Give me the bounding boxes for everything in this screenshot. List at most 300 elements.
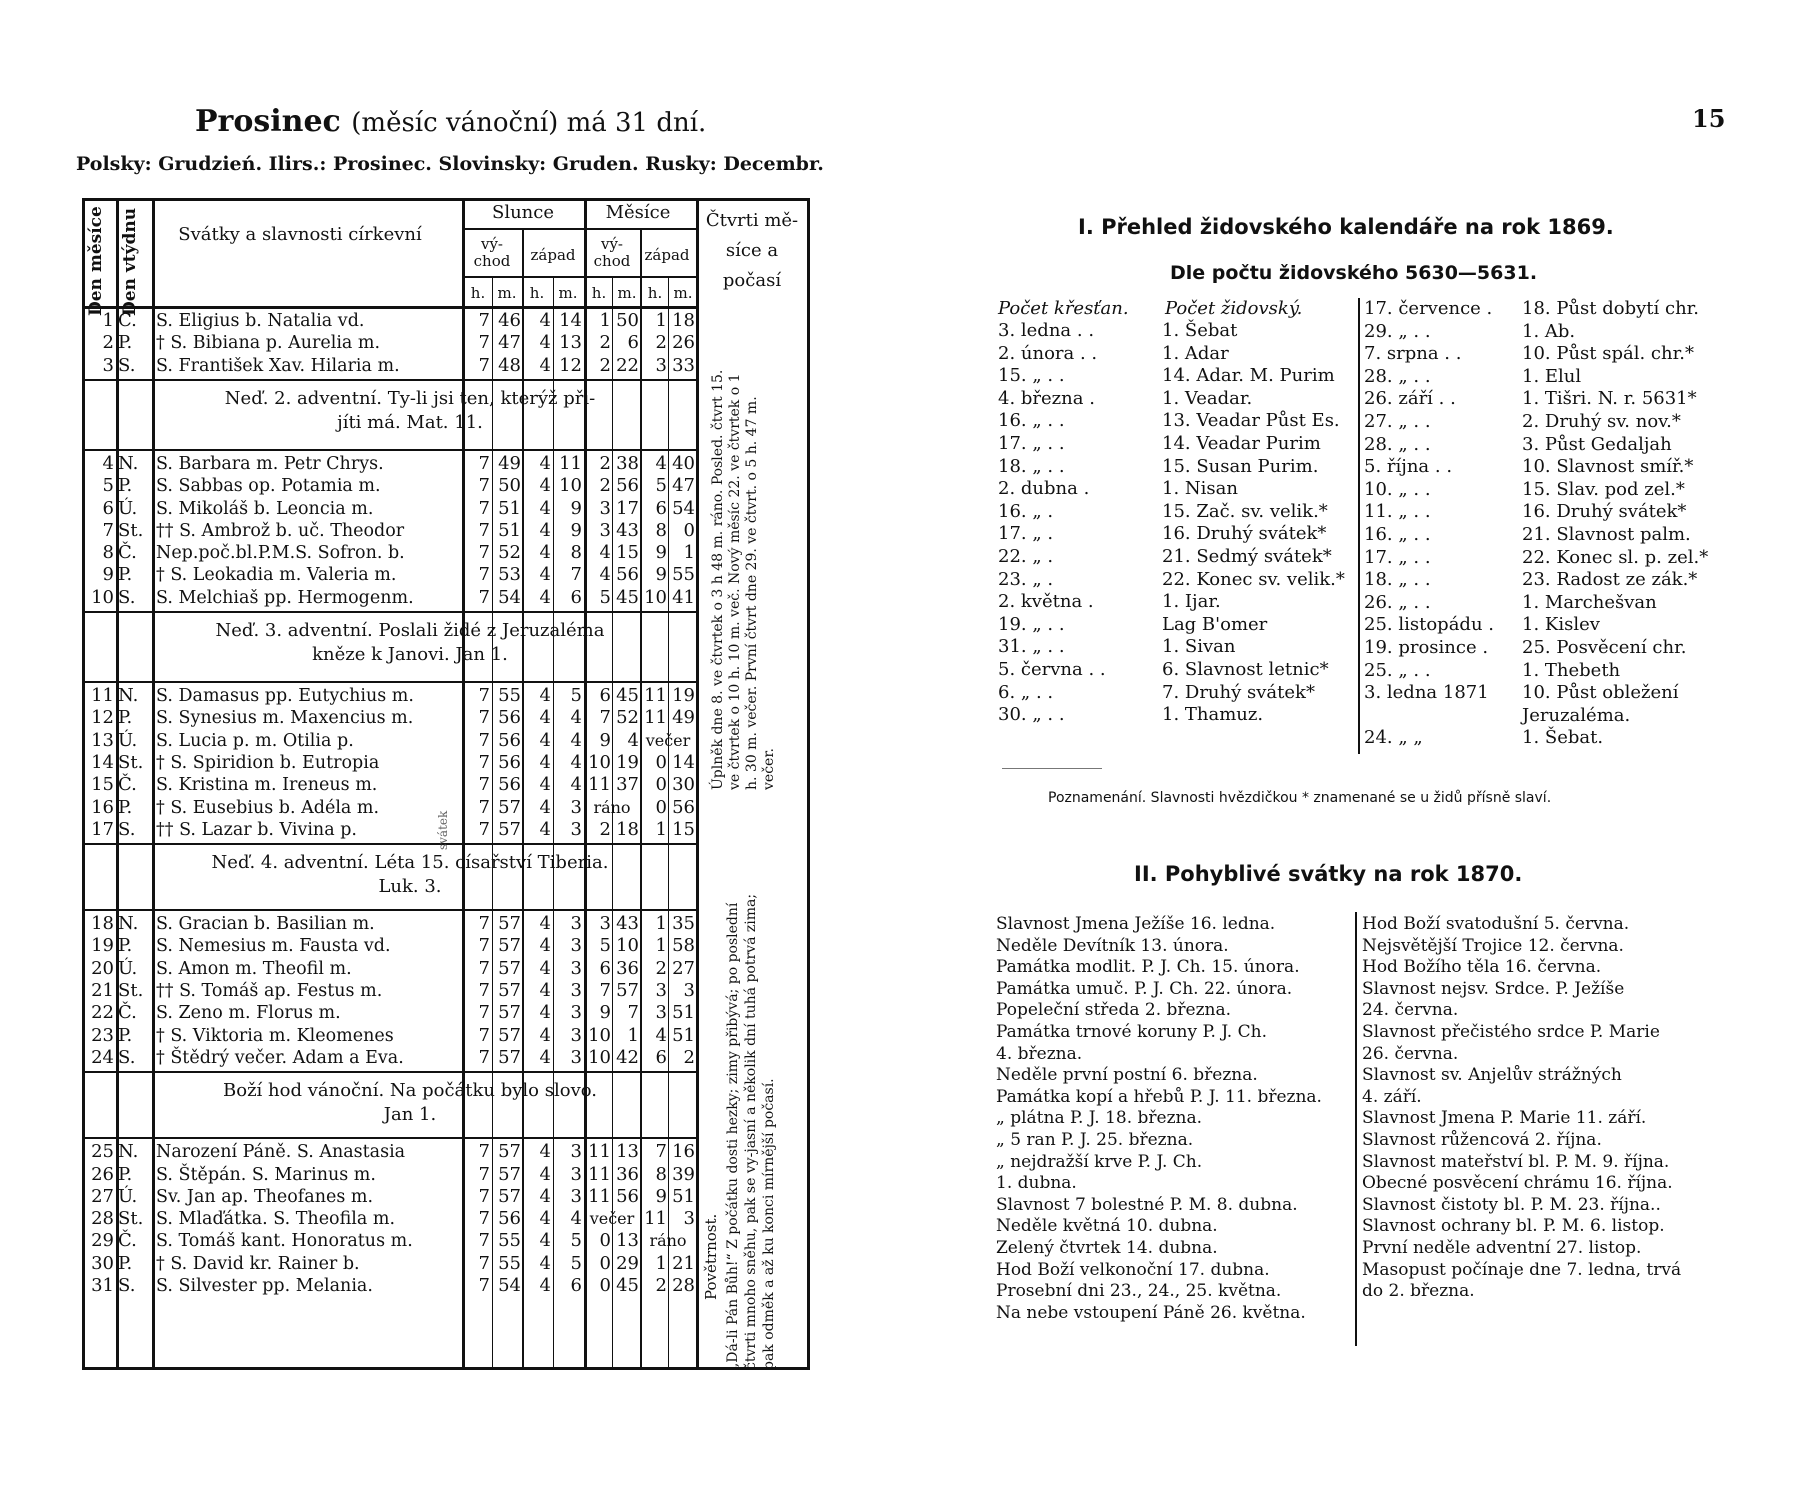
cell-mm: 7: [627, 1002, 639, 1024]
cell-s: †† S. Ambrož b. uč. Theodor: [156, 520, 405, 541]
cell-mh: 10: [588, 751, 611, 773]
jewish-date-christian: 26. září . .: [1364, 388, 1456, 410]
cell-sm: 57: [498, 1024, 521, 1046]
jewish-date-hebrew: 1. Thamuz.: [1162, 704, 1264, 726]
cell-sm: 57: [498, 1046, 521, 1068]
cell-nh: ráno: [649, 1231, 687, 1251]
cell-nh: 5: [655, 475, 667, 497]
cell-mh: 1: [599, 310, 611, 331]
cell-zm: 13: [559, 332, 582, 354]
side-mark-svatek: svátek: [436, 810, 450, 850]
jewish-date-christian: 22. „ .: [998, 546, 1054, 567]
movable-feast-line: Masopust počínaje dne 7. ledna, trvá: [1362, 1259, 1682, 1280]
cell-nm: 39: [672, 1163, 695, 1185]
cell-sh: 7: [478, 707, 490, 729]
cell-mm: 52: [616, 707, 639, 729]
movable-feast-line: Prosební dni 23., 24., 25. května.: [996, 1281, 1282, 1302]
cell-mh: 11: [588, 774, 611, 796]
jewish-date-christian: 3. ledna 1871: [1364, 682, 1489, 704]
cell-nm: 14: [672, 751, 695, 773]
weather-heading: Povětrnost.: [702, 1213, 720, 1300]
cell-nh: 1: [655, 1252, 667, 1274]
header-m-cell: m.: [497, 284, 517, 302]
cell-nh: 9: [655, 542, 667, 564]
cell-zh: 4: [539, 935, 551, 957]
cell-zm: 3: [570, 1163, 582, 1185]
cell-sm: 54: [498, 586, 521, 608]
cell-mh: 11: [588, 1141, 611, 1163]
cell-d: 20: [91, 957, 114, 979]
sunday-note-line: Neď. 4. adventní. Léta 15. císařství Tiberia.: [211, 852, 609, 874]
cell-zm: 3: [570, 980, 582, 1001]
header-h-cell: h.: [647, 284, 663, 302]
cell-nh: 2: [655, 1275, 667, 1296]
cell-s: S. Zeno m. Florus m.: [156, 1003, 341, 1024]
cell-sh: 7: [478, 1046, 490, 1068]
cell-zh: 4: [539, 707, 551, 729]
movable-feast-line: 26. června.: [1362, 1043, 1459, 1064]
cell-mh: večer: [589, 1209, 635, 1229]
cell-sh: 7: [478, 542, 490, 564]
cell-s: S. Nemesius m. Fausta vd.: [156, 936, 391, 957]
jewish-date-hebrew: Lag B'omer: [1162, 613, 1268, 635]
cell-nm: 41: [672, 586, 695, 608]
header-mesice-vychod: vý-chod: [593, 235, 631, 270]
jewish-date-hebrew: 1. Ijar.: [1162, 591, 1221, 613]
header-m-cell: m.: [617, 284, 637, 302]
month-translations: Polsky: Grudzień. Ilirs.: Prosinec. Slovinsky: Gruden. Rusky: Decembr.: [76, 153, 824, 175]
jewish-date-christian: 19. „ . .: [998, 613, 1065, 635]
cell-w: P.: [118, 332, 133, 354]
cell-sm: 49: [498, 452, 521, 474]
header-h-cell: h.: [529, 284, 545, 302]
cell-mm: 38: [616, 452, 639, 474]
jewish-date-hebrew: 3. Půst Gedaljah: [1522, 433, 1672, 455]
cell-s: S. Mikoláš b. Leoncia m.: [156, 498, 374, 519]
cell-w: P.: [118, 796, 133, 818]
cell-zh: 4: [539, 310, 551, 331]
cell-nh: 6: [655, 1046, 667, 1068]
jewish-date-christian: 18. „ . .: [998, 455, 1065, 477]
jewish-date-christian: 16. „ .: [998, 500, 1054, 522]
sunday-note-line: Boží hod vánoční. Na počátku bylo slovo.: [223, 1080, 597, 1102]
section1-title: I. Přehled židovského kalendáře na rok 1869.: [1078, 215, 1614, 239]
movable-feast-line: Neděle Devítník 13. února.: [996, 935, 1229, 956]
jewish-date-christian: 17. „ .: [998, 523, 1054, 545]
cell-sh: 7: [478, 519, 490, 541]
cell-zm: 5: [570, 1252, 582, 1274]
cell-s: Narození Páně. S. Anastasia: [156, 1142, 406, 1163]
movable-feast-line: Nejsvětější Trojice 12. června.: [1362, 935, 1624, 956]
cell-mh: 7: [599, 707, 611, 729]
cell-nm: 40: [672, 452, 695, 474]
cell-mh: 10: [588, 1046, 611, 1068]
sunday-note-line: kněze k Janovi. Jan 1.: [312, 644, 508, 665]
cell-s: † S. Viktoria m. Kleomenes: [156, 1025, 394, 1046]
cell-mm: 1: [627, 1024, 639, 1046]
cell-nm: 49: [672, 707, 695, 729]
cell-zh: 4: [539, 452, 551, 474]
cell-mm: 45: [616, 586, 639, 608]
jewish-date-hebrew: 14. Veadar Purim: [1162, 433, 1321, 454]
cell-nm: 55: [672, 564, 695, 586]
cell-nh: 3: [655, 980, 667, 1001]
jewish-date-hebrew: 2. Druhý sv. nov.*: [1522, 411, 1681, 432]
jewish-date-hebrew: 1. Kislev: [1522, 614, 1600, 636]
jewish-date-christian: 5. října . .: [1364, 456, 1453, 478]
moon-phases-text: Úplněk dne 8. ve čtvrtek o 3 h 48 m. ráno. Posled. čtvrt 15. ve čtvrtek o 10 h. 10 m. več. Nový měsíc 22. ve čtvrtek o 1 h. 30 m. večer. První čtvrt dne 29. ve čtvrt. o 5 h. 47 m. večer.: [710, 369, 777, 790]
cell-d: 31: [91, 1275, 114, 1296]
cell-w: P.: [118, 564, 133, 586]
cell-zh: 4: [539, 1252, 551, 1274]
movable-feast-line: První neděle adventní 27. listop.: [1362, 1238, 1642, 1258]
cell-nm: 19: [672, 685, 695, 706]
movable-feast-line: Slavnost Jmena Ježíše 16. ledna.: [996, 914, 1276, 934]
cell-mm: 56: [616, 1185, 639, 1207]
jewish-date-christian: 19. prosince .: [1364, 637, 1489, 658]
cell-sm: 56: [498, 729, 521, 751]
cell-zh: 4: [539, 475, 551, 497]
cell-zm: 3: [570, 818, 582, 840]
cell-zh: 4: [539, 1208, 551, 1230]
cell-nm: 58: [672, 935, 695, 957]
header-m-cell: m.: [673, 284, 693, 302]
jewish-date-christian: 17. července .: [1364, 298, 1493, 319]
cell-zm: 3: [570, 913, 582, 935]
header-den-vtydnu: Den vtýdnu: [120, 207, 140, 316]
jewish-date-christian: 2. dubna .: [998, 478, 1090, 500]
cell-d: 1: [102, 310, 114, 331]
cell-sh: 7: [478, 796, 490, 818]
sunday-note: [140, 851, 680, 899]
jewish-date-hebrew: 1. Nisan: [1162, 478, 1238, 500]
cell-zm: 4: [570, 707, 582, 729]
movable-feast-line: Na nebe vstoupení Páně 26. května.: [996, 1302, 1306, 1323]
cell-sm: 57: [498, 913, 521, 935]
cell-mm: 36: [616, 1163, 639, 1185]
cell-zh: 4: [539, 1185, 551, 1207]
jewish-date-hebrew: 1. Sivan: [1162, 636, 1236, 658]
col-head-christian: Počet křesťan.: [998, 298, 1129, 319]
cell-zm: 3: [570, 1185, 582, 1207]
cell-zh: 4: [539, 818, 551, 840]
cell-sm: 57: [498, 1163, 521, 1185]
cell-nm: 51: [672, 1024, 695, 1046]
jewish-date-christian: 16. „ . .: [1364, 524, 1431, 545]
cell-sh: 7: [478, 913, 490, 935]
movable-feast-line: „ plátna P. J. 18. března.: [996, 1108, 1203, 1129]
cell-d: 11: [91, 685, 114, 706]
cell-zm: 12: [559, 354, 582, 376]
cell-sh: 7: [478, 332, 490, 354]
cell-zm: 3: [570, 957, 582, 979]
cell-d: 18: [91, 913, 114, 935]
jewish-date-hebrew: 7. Druhý svátek*: [1162, 681, 1315, 703]
cell-mh: 0: [599, 1275, 611, 1296]
cell-sm: 48: [498, 354, 521, 376]
cell-nh: 0: [655, 774, 667, 796]
header-slunce-vychod: vý-chod: [473, 235, 511, 270]
cell-sm: 51: [498, 519, 521, 541]
jewish-date-hebrew: Jeruzaléma.: [1522, 704, 1631, 726]
cell-w: N.: [118, 452, 139, 474]
cell-mm: 15: [616, 542, 639, 564]
cell-sh: 7: [478, 1275, 490, 1296]
cell-zh: 4: [539, 913, 551, 935]
cell-w: P.: [118, 1024, 133, 1046]
cell-sh: 7: [478, 452, 490, 474]
jewish-date-christian: 5. června . .: [998, 659, 1106, 680]
month-description: (měsíc vánoční) má 31 dní.: [351, 108, 707, 138]
cell-mm: 45: [616, 685, 639, 706]
cell-mm: 56: [616, 564, 639, 586]
cell-zh: 4: [539, 751, 551, 773]
cell-nh: 1: [655, 310, 667, 331]
cell-d: 5: [102, 475, 114, 497]
jewish-date-christian: 31. „ . .: [998, 636, 1065, 658]
cell-d: 22: [91, 1002, 114, 1024]
cell-sh: 7: [478, 1230, 490, 1252]
cell-mm: 56: [616, 475, 639, 497]
cell-sm: 54: [498, 1275, 521, 1296]
cell-nm: 3: [683, 1208, 695, 1230]
grid-line: [152, 198, 155, 1368]
cell-sm: 50: [498, 475, 521, 497]
cell-sm: 52: [498, 542, 521, 564]
cell-nm: 35: [672, 913, 695, 935]
cell-w: P.: [118, 707, 133, 729]
jewish-date-christian: 29. „ . .: [1364, 320, 1431, 342]
header-mesice-zapad: západ: [644, 246, 690, 264]
cell-sh: 7: [478, 475, 490, 497]
cell-w: P.: [118, 1163, 133, 1185]
cell-mm: 22: [616, 354, 639, 376]
jewish-date-hebrew: 21. Sedmý svátek*: [1162, 546, 1332, 567]
month-name: Prosinec: [195, 104, 341, 139]
cell-s: † S. Bibiana p. Aurelia m.: [156, 333, 381, 354]
cell-mh: 9: [599, 1002, 611, 1024]
jewish-date-christian: 17. „ . .: [998, 433, 1065, 454]
cell-s: †† S. Lazar b. Vivina p.: [156, 819, 357, 840]
jewish-date-christian: 18. „ . .: [1364, 569, 1431, 591]
movable-feast-line: Hod Boží svatodušní 5. června.: [1362, 914, 1630, 934]
cell-zm: 5: [570, 685, 582, 706]
cell-nm: 1: [683, 542, 695, 564]
cell-zm: 10: [559, 475, 582, 497]
grid-line: [82, 909, 696, 911]
header-ctvrti: Čtvrti mě-síce a počasí: [705, 210, 799, 291]
cell-sh: 7: [478, 980, 490, 1001]
jewish-date-hebrew: 21. Slavnost palm.: [1522, 524, 1691, 545]
jewish-date-christian: 28. „ . .: [1364, 365, 1431, 387]
movable-feast-line: Obecné posvěcení chrámu 16. října.: [1362, 1173, 1673, 1194]
cell-zm: 14: [559, 310, 582, 331]
cell-mm: 6: [627, 332, 639, 354]
jewish-date-christian: 28. „ . .: [1364, 433, 1431, 455]
movable-feast-line: Památka kopí a hřebů P. J. 11. března.: [996, 1086, 1322, 1107]
sunday-note-line: Neď. 3. adventní. Poslali židé z Jeruzaléma: [215, 620, 605, 641]
cell-s: Sv. Jan ap. Theofanes m.: [156, 1186, 374, 1207]
cell-mh: 2: [599, 332, 611, 354]
cell-sm: 55: [498, 685, 521, 706]
cell-d: 21: [91, 980, 114, 1001]
cell-w: P.: [118, 935, 133, 957]
jewish-date-hebrew: 1. Veadar.: [1162, 387, 1253, 409]
jewish-date-christian: 11. „ . .: [1364, 501, 1431, 523]
cell-sm: 57: [498, 957, 521, 979]
cell-sh: 7: [478, 1163, 490, 1185]
cell-s: S. Amon m. Theofil m.: [156, 958, 352, 979]
cell-d: 19: [91, 935, 114, 957]
cell-zh: 4: [539, 685, 551, 706]
grid-line: [463, 276, 696, 278]
cell-zh: 4: [539, 542, 551, 564]
cell-mm: 29: [616, 1252, 639, 1274]
cell-w: Č.: [118, 1002, 137, 1024]
cell-s: S. Synesius m. Maxencius m.: [156, 708, 414, 729]
cell-zm: 9: [570, 497, 582, 519]
cell-nm: 51: [672, 1185, 695, 1207]
jewish-date-christian: 4. března .: [998, 387, 1095, 409]
cell-zm: 7: [570, 564, 582, 586]
jewish-date-christian: 26. „ . .: [1364, 591, 1431, 613]
cell-zm: 4: [570, 751, 582, 773]
cell-mh: 3: [599, 913, 611, 935]
cell-sh: 7: [478, 957, 490, 979]
cell-sh: 7: [478, 1185, 490, 1207]
cell-mm: 43: [616, 913, 639, 935]
jewish-date-hebrew: 1. Ab.: [1522, 320, 1576, 342]
jewish-date-hebrew: 1. Šebat.: [1522, 727, 1604, 749]
movable-feast-line: Památka modlit. P. J. Ch. 15. února.: [996, 957, 1300, 978]
cell-w: Ú.: [118, 497, 138, 519]
col-head-jewish: Počet židovský.: [1165, 298, 1303, 319]
cell-nh: 11: [644, 685, 667, 706]
cell-zh: 4: [539, 980, 551, 1001]
cell-mh: 6: [599, 685, 611, 706]
movable-feast-line: Hod Boží velkonoční 17. dubna.: [996, 1259, 1270, 1280]
cell-d: 14: [91, 751, 114, 773]
cell-s: Nep.poč.bl.P.M.S. Sofron. b.: [156, 543, 405, 564]
cell-sm: 57: [498, 1141, 521, 1163]
cell-w: S.: [118, 1275, 136, 1296]
cell-nh: 9: [655, 564, 667, 586]
cell-sh: 7: [478, 1024, 490, 1046]
cell-d: 6: [102, 497, 114, 519]
cell-d: 28: [91, 1208, 114, 1230]
cell-nh: 2: [655, 957, 667, 979]
cell-nh: 6: [655, 497, 667, 519]
cell-sh: 7: [478, 1208, 490, 1230]
cell-nh: 1: [655, 913, 667, 935]
cell-w: Ú.: [118, 729, 138, 751]
cell-nm: 56: [672, 796, 695, 818]
jewish-date-christian: 25. listopádu .: [1364, 614, 1494, 636]
cell-w: N.: [118, 685, 139, 706]
cell-zh: 4: [539, 1002, 551, 1024]
cell-zh: 4: [539, 332, 551, 354]
jewish-date-hebrew: 16. Druhý svátek*: [1162, 523, 1327, 545]
cell-zh: 4: [539, 519, 551, 541]
cell-sm: 57: [498, 1185, 521, 1207]
jewish-date-hebrew: 10. Půst obležení: [1522, 682, 1679, 704]
jewish-date-christian: 24. „ „: [1364, 727, 1423, 749]
movable-feast-line: Neděle první postní 6. března.: [996, 1065, 1258, 1086]
cell-sh: 7: [478, 1002, 490, 1024]
cell-sm: 57: [498, 818, 521, 840]
jewish-date-hebrew: 15. Susan Purim.: [1162, 455, 1319, 477]
jewish-date-hebrew: 18. Půst dobytí chr.: [1522, 298, 1700, 319]
movable-feast-line: „ 5 ran P. J. 25. března.: [996, 1130, 1194, 1150]
cell-mm: 45: [616, 1275, 639, 1296]
cell-s: S. Mlaďátka. S. Theofila m.: [156, 1209, 396, 1230]
cell-w: Č.: [118, 774, 137, 796]
jewish-date-hebrew: 6. Slavnost letnic*: [1162, 659, 1329, 680]
header-slunce-zapad: západ: [530, 246, 576, 264]
jewish-date-hebrew: 22. Konec sl. p. zel.*: [1522, 546, 1709, 568]
cell-mm: 37: [616, 774, 639, 796]
sunday-note: [140, 619, 680, 667]
cell-nm: 51: [672, 1002, 695, 1024]
jewish-date-christian: 10. „ . .: [1364, 478, 1431, 500]
movable-feast-line: 1. dubna.: [996, 1173, 1077, 1194]
cell-nh: 7: [655, 1141, 667, 1163]
jewish-date-hebrew: 16. Druhý svátek*: [1522, 501, 1687, 523]
cell-zh: 4: [539, 796, 551, 818]
cell-nh: 11: [644, 1208, 667, 1230]
cell-nm: 54: [672, 497, 695, 519]
cell-nh: 0: [655, 751, 667, 773]
cell-zh: 4: [539, 354, 551, 376]
cell-zm: 3: [570, 1024, 582, 1046]
cell-mh: 2: [599, 452, 611, 474]
jewish-date-hebrew: 1. Thebeth: [1522, 659, 1621, 681]
cell-mm: 57: [616, 980, 639, 1001]
header-svatky: Svátky a slavnosti církevní: [178, 224, 422, 245]
cell-d: 16: [91, 796, 114, 818]
cell-mm: 10: [616, 935, 639, 957]
cell-mh: 11: [588, 1185, 611, 1207]
cell-nh: 2: [655, 332, 667, 354]
movable-feast-line: do 2. března.: [1362, 1281, 1475, 1302]
cell-d: 29: [91, 1230, 114, 1252]
cell-s: S. Melchiaš pp. Hermogenm.: [156, 587, 414, 608]
sunday-note-line: Luk. 3.: [378, 876, 442, 898]
cell-nm: 21: [672, 1252, 695, 1274]
cell-zh: 4: [539, 1163, 551, 1185]
weather-text: „Dá-li Pán Bůh!“ Z počátku dosti hezky; zimy přibývá; po poslední čtvrti mnoho sněhu, pak se vy-jasní a několik dní tuhá potrvá zima; pak odměk a až ku konci mírnější počasí.: [725, 893, 777, 1370]
cell-zm: 5: [570, 1230, 582, 1252]
cell-d: 27: [91, 1185, 114, 1207]
cell-d: 13: [91, 729, 114, 751]
jewish-date-hebrew: 1. Adar: [1162, 342, 1229, 364]
cell-mh: 2: [599, 354, 611, 376]
cell-sh: 7: [478, 354, 490, 376]
grid-line: [82, 1071, 696, 1073]
cell-w: Ú.: [118, 1185, 138, 1207]
cell-s: † S. Eusebius b. Adéla m.: [156, 797, 380, 818]
movable-feast-line: Památka trnové koruny P. J. Ch.: [996, 1022, 1267, 1042]
cell-mh: 5: [599, 935, 611, 957]
movable-feast-line: 4. září.: [1362, 1086, 1422, 1107]
cell-nm: 18: [672, 310, 695, 331]
cell-nh: 1: [655, 818, 667, 840]
cell-d: 9: [102, 564, 114, 586]
cell-s: †† S. Tomáš ap. Festus m.: [156, 981, 383, 1001]
cell-mh: 6: [599, 957, 611, 979]
cell-s: † S. David kr. Rainer b.: [156, 1253, 360, 1274]
cell-mm: 17: [616, 497, 639, 519]
